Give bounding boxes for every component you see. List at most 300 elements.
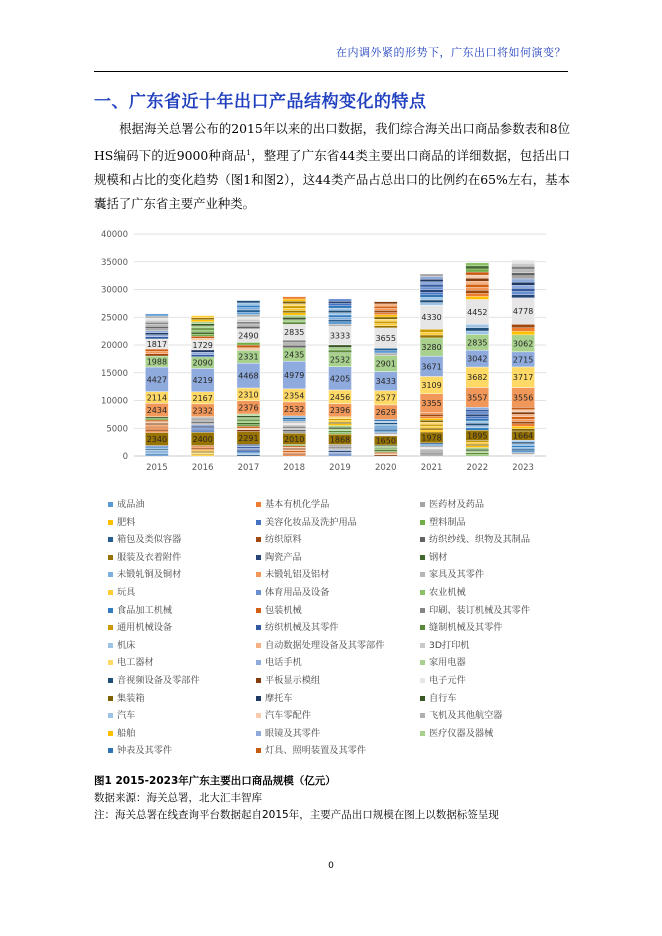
data-label: 2901	[375, 359, 396, 369]
legend-label: 自动数据处理设备及其零部件	[265, 639, 385, 651]
data-label: 2396	[329, 406, 351, 416]
legend-swatch	[420, 537, 425, 542]
y-tick-label: 10000	[100, 396, 128, 407]
paragraph-text-1: 根据海关总署公布的2015年以来的出口数据，我们综合海关出口商品参数表和8位HS编码下的近9000种商品	[94, 121, 570, 164]
bar-segment	[374, 353, 397, 355]
legend-item	[420, 531, 530, 545]
legend-label: 汽车	[117, 710, 136, 722]
legend-label: 玩具	[117, 587, 136, 598]
bar-segment	[145, 322, 168, 324]
bar-segment	[283, 452, 306, 453]
legend-swatch	[420, 520, 425, 525]
legend-item	[256, 690, 293, 704]
legend-label: 基本有机化学品	[265, 499, 330, 510]
bar-segment	[237, 324, 260, 326]
bar-segment	[329, 317, 352, 319]
legend-label: 美容化妆品及洗护用品	[265, 516, 357, 528]
bar-segment	[191, 431, 214, 433]
bar-segment	[420, 414, 443, 416]
bar-segment	[283, 317, 306, 319]
bar-segment	[374, 319, 397, 321]
legend-label: 陶瓷产品	[265, 551, 302, 563]
bar-segment	[283, 311, 306, 313]
data-label: 2577	[375, 393, 396, 403]
bar-segment	[145, 354, 168, 356]
legend-label: 电工器材	[117, 657, 154, 669]
legend-label: 塑料制品	[429, 516, 466, 528]
data-label: 3433	[375, 377, 396, 387]
data-label: 3655	[375, 333, 396, 343]
bar-segment	[237, 305, 260, 307]
data-label: 2456	[329, 392, 351, 402]
x-tick-label: 2018	[283, 463, 306, 473]
bar-segment	[145, 318, 168, 320]
data-label: 2490	[238, 331, 259, 341]
bar-segment	[191, 318, 214, 320]
bar-segment	[512, 445, 535, 447]
data-label: 3280	[421, 343, 442, 353]
paragraph-text-2: ，整理了广东省44类主要出口商品的详细数据，包括出口规模和占比的变化趋势（图1和图2），这44类产品占总出口的比例约在65%左右，基本囊括了广东省主要产业种类。	[94, 148, 570, 212]
footnote-mark[interactable]: 1	[246, 149, 251, 157]
bar-segment	[420, 453, 443, 454]
bar-segment	[466, 407, 489, 409]
legend-item	[256, 725, 320, 739]
bar-segment	[420, 455, 443, 456]
legend-label: 通用机械设备	[117, 622, 173, 634]
bar-segment	[466, 324, 489, 327]
bar-segment	[420, 422, 443, 424]
data-label: 2332	[192, 406, 213, 416]
data-label: 4778	[512, 307, 534, 317]
legend-item	[420, 514, 466, 528]
bar-segment	[420, 303, 443, 306]
legend-label: 包装机械	[265, 604, 302, 616]
bar-segment	[466, 266, 489, 269]
bar-segment	[283, 450, 306, 451]
bar-segment	[283, 423, 306, 425]
legend-item	[256, 637, 384, 651]
bar-segment	[466, 449, 489, 451]
bar-segment	[145, 449, 168, 450]
bar-segment	[191, 454, 214, 455]
bar-segment	[145, 335, 168, 337]
bar-segment	[512, 414, 535, 416]
legend-swatch	[108, 572, 113, 577]
bar-segment	[329, 345, 352, 348]
bar-segment	[420, 274, 443, 277]
bar-segment	[283, 432, 306, 434]
data-label: 2400	[192, 434, 213, 444]
bar-segment	[466, 416, 489, 418]
bar-segment	[420, 444, 443, 445]
legend-item	[420, 690, 457, 704]
legend-swatch	[420, 643, 425, 648]
bar-segment	[374, 313, 397, 315]
legend-item	[256, 602, 302, 616]
data-label: 3355	[421, 399, 442, 409]
legend-label: 眼镜及其零件	[265, 727, 321, 739]
legend-swatch	[420, 572, 425, 577]
bar-segment	[512, 412, 535, 414]
bar-segment	[283, 297, 306, 299]
legend-swatch	[420, 696, 425, 701]
data-label: 3109	[421, 381, 442, 391]
legend-item	[108, 672, 200, 686]
bar-segment	[283, 416, 306, 418]
data-label: 2532	[284, 404, 305, 414]
legend-item	[420, 637, 469, 651]
bar-segment	[145, 431, 168, 433]
legend-swatch	[256, 678, 261, 683]
bar-segment	[329, 427, 352, 429]
data-label: 2434	[146, 406, 168, 416]
bar-segment	[512, 424, 535, 426]
legend-item	[420, 549, 447, 563]
legend-item	[108, 707, 135, 721]
bar-segment	[374, 321, 397, 323]
legend-swatch	[108, 608, 113, 613]
legend-swatch	[420, 625, 425, 630]
bar-segment	[237, 452, 260, 453]
legend-swatch	[256, 625, 261, 630]
data-label: 3062	[512, 339, 534, 349]
legend-item	[256, 531, 302, 545]
legend-swatch	[108, 590, 113, 595]
bar-segment	[145, 422, 168, 424]
bar-segment	[374, 451, 397, 452]
x-tick-label: 2023	[512, 463, 534, 473]
legend-label: 家用电器	[429, 657, 466, 669]
bar-segment	[512, 410, 535, 412]
legend-swatch	[108, 502, 113, 507]
legend-swatch	[256, 537, 261, 542]
bar-segment	[191, 428, 214, 430]
legend-swatch	[256, 572, 261, 577]
bar-segment	[420, 424, 443, 426]
legend-label: 成品油	[117, 499, 145, 510]
bar-segment	[420, 416, 443, 418]
bar-segment	[237, 317, 260, 319]
legend-swatch	[256, 731, 261, 736]
bar-segment	[466, 331, 489, 334]
body-paragraph	[94, 117, 570, 216]
legend-swatch	[256, 660, 261, 665]
bar-segment	[191, 352, 214, 354]
bar-segment	[191, 324, 214, 326]
legend-swatch	[420, 608, 425, 613]
legend-item	[108, 531, 181, 545]
bar-segment	[420, 332, 443, 335]
bar-segment	[329, 447, 352, 448]
bar-segment	[283, 421, 306, 423]
data-label: 1729	[192, 341, 213, 351]
legend-item	[420, 584, 466, 598]
bar-segment	[145, 314, 168, 316]
bar-segment	[374, 450, 397, 451]
header-rule	[94, 71, 568, 72]
bar-segment	[237, 348, 260, 351]
bar-segment	[329, 431, 352, 433]
bar-segment	[237, 312, 260, 314]
legend-label: 纺织纱线、织物及其制品	[429, 534, 531, 546]
legend-item	[420, 654, 466, 668]
bar-segment	[237, 453, 260, 454]
bar-segment	[329, 324, 352, 326]
data-label: 4330	[421, 313, 442, 323]
legend-item	[108, 637, 135, 651]
bar-segment	[329, 429, 352, 431]
x-tick-label: 2019	[329, 463, 351, 473]
bar-segment	[283, 419, 306, 421]
y-tick-label: 5000	[106, 424, 128, 435]
bar-segment	[237, 414, 260, 416]
legend-item	[256, 654, 302, 668]
bar-segment	[512, 285, 535, 288]
data-label: 4979	[284, 371, 305, 381]
bar-segment	[466, 269, 489, 272]
x-tick-label: 2016	[191, 463, 214, 473]
bar-segment	[329, 308, 352, 310]
bar-segment	[283, 304, 306, 306]
bar-segment	[191, 455, 214, 456]
bar-segment	[512, 263, 535, 266]
bar-segment	[237, 446, 260, 447]
legend-label: 体育用品及设备	[265, 587, 330, 598]
bar-segment	[420, 412, 443, 414]
legend-item	[256, 742, 366, 756]
bar-segment	[329, 310, 352, 312]
x-tick-label: 2021	[420, 463, 443, 473]
legend-item	[108, 725, 135, 739]
legend-swatch	[256, 555, 261, 560]
figure-title: 图1 2015-2023年广东主要出口商品规模（亿元）	[94, 775, 336, 787]
bar-segment	[466, 423, 489, 425]
legend-swatch	[420, 555, 425, 560]
bar-segment	[466, 447, 489, 449]
legend-swatch	[108, 748, 113, 753]
bar-segment	[420, 300, 443, 303]
bar-segment	[466, 421, 489, 423]
bar-segment	[283, 418, 306, 420]
data-label: 3042	[467, 354, 488, 364]
bar-segment	[237, 315, 260, 317]
bar-segment	[237, 326, 260, 328]
bar-segment	[283, 306, 306, 308]
bar-segment	[237, 342, 260, 345]
bar-segment	[466, 287, 489, 290]
data-label: 3333	[329, 331, 351, 341]
figure-caption	[94, 773, 499, 824]
data-label: 4468	[238, 371, 259, 381]
data-label: 2310	[238, 390, 259, 400]
bar-segment	[512, 421, 535, 423]
legend-item	[108, 619, 172, 633]
bar-segment	[512, 449, 535, 451]
bar-segment	[145, 425, 168, 427]
bar-segment	[512, 451, 535, 453]
bar-segment	[512, 419, 535, 421]
legend-swatch	[420, 660, 425, 665]
bar-segment	[191, 450, 214, 451]
data-label: 2376	[238, 403, 259, 413]
stacked-bar-chart	[96, 224, 556, 480]
legend-label: 医药材及药品	[429, 499, 485, 510]
legend-label: 机床	[117, 639, 136, 651]
bar-segment	[466, 409, 489, 411]
data-label: 1988	[146, 357, 168, 367]
legend-swatch	[256, 590, 261, 595]
bar-segment	[466, 414, 489, 416]
data-label: 2715	[512, 355, 534, 365]
bar-segment	[237, 421, 260, 423]
bar-segment	[283, 430, 306, 432]
legend-item	[108, 690, 145, 704]
bar-segment	[237, 416, 260, 418]
bar-segment	[191, 320, 214, 322]
legend-label: 纺织原料	[265, 534, 302, 546]
bar-segment	[420, 449, 443, 450]
bar-segment	[374, 454, 397, 455]
bar-segment	[145, 326, 168, 328]
bar-segment	[283, 446, 306, 447]
bar-segment	[237, 425, 260, 427]
bar-segment	[191, 451, 214, 452]
bar-segment	[374, 429, 397, 431]
data-label: 1868	[329, 435, 351, 445]
bar-segment	[283, 308, 306, 310]
bar-segment	[145, 448, 168, 449]
legend-label: 电子元件	[429, 675, 466, 686]
bar-segment	[283, 451, 306, 452]
data-label: 2340	[146, 435, 168, 445]
legend-label: 摩托车	[265, 692, 293, 704]
bar-segment	[237, 301, 260, 303]
bar-segment	[512, 447, 535, 449]
bar-segment	[420, 420, 443, 422]
bar-segment	[237, 428, 260, 430]
bar-segment	[283, 455, 306, 456]
bar-segment	[420, 428, 443, 430]
bar-segment	[329, 322, 352, 324]
data-label: 4219	[192, 376, 213, 386]
bar-segment	[512, 454, 535, 456]
y-tick-label: 40000	[100, 230, 128, 240]
legend-label: 食品加工机械	[117, 604, 173, 616]
bar-segment	[420, 443, 443, 444]
legend-item	[420, 707, 503, 721]
legend-label: 电话手机	[265, 657, 302, 669]
legend-label: 肥料	[117, 516, 136, 528]
legend-label: 3D打印机	[429, 639, 470, 651]
legend-item	[108, 496, 145, 510]
legend-item	[108, 584, 135, 598]
bar-segment	[145, 337, 168, 339]
bar-segment	[374, 431, 397, 433]
bar-segment	[237, 448, 260, 449]
bar-segment	[374, 455, 397, 456]
figure-note: 注：海关总署在线查询平台数据起自2015年，主要产品出口规模在图上以数据标签呈现	[94, 809, 499, 821]
legend-item	[108, 549, 181, 563]
bar-segment	[466, 272, 489, 275]
bar-segment	[329, 453, 352, 454]
bar-segment	[145, 417, 168, 419]
legend-swatch	[420, 713, 425, 718]
y-tick-label: 35000	[100, 257, 128, 268]
bar-segment	[512, 288, 535, 291]
bar-segment	[420, 284, 443, 287]
bar-segment	[191, 332, 214, 334]
bar-segment	[512, 444, 535, 446]
bar-segment	[329, 320, 352, 322]
data-label: 4427	[146, 375, 168, 385]
bar-segment	[283, 345, 306, 348]
bar-segment	[466, 263, 489, 266]
bar-segment	[329, 301, 352, 303]
bar-segment	[145, 349, 168, 351]
data-label: 2532	[329, 355, 351, 365]
legend-label: 箱包及类似容器	[117, 534, 182, 546]
bar-segment	[466, 284, 489, 287]
bar-segment	[191, 322, 214, 324]
bar-segment	[191, 418, 214, 420]
bar-segment	[237, 303, 260, 305]
bar-segment	[237, 426, 260, 428]
legend-swatch	[256, 608, 261, 613]
x-tick-label: 2022	[466, 463, 489, 473]
bar-segment	[466, 453, 489, 455]
bar-segment	[420, 450, 443, 451]
legend-item	[108, 742, 172, 756]
bar-segment	[374, 434, 397, 436]
bar-segment	[420, 292, 443, 295]
y-tick-label: 0	[122, 452, 128, 462]
bar-segment	[191, 449, 214, 450]
legend-item	[420, 672, 466, 686]
bar-segment	[329, 304, 352, 306]
data-label: 2354	[284, 391, 305, 401]
bar-segment	[374, 308, 397, 310]
legend-swatch	[256, 643, 261, 648]
bar-segment	[420, 335, 443, 338]
bar-segment	[237, 310, 260, 312]
data-label: 4452	[467, 307, 488, 317]
bar-segment	[512, 429, 535, 431]
bar-segment	[329, 422, 352, 424]
bar-segment	[329, 426, 352, 428]
legend-label: 船舶	[117, 727, 136, 739]
bar-segment	[191, 334, 214, 336]
page-number: 0	[328, 861, 334, 871]
bar-segment	[466, 426, 489, 428]
bar-segment	[191, 429, 214, 431]
bar-segment	[420, 329, 443, 332]
bar-segment	[237, 447, 260, 448]
bar-segment	[374, 433, 397, 435]
bar-segment	[466, 444, 489, 446]
bar-segment	[466, 441, 489, 443]
bar-segment	[374, 426, 397, 428]
bar-segment	[374, 315, 397, 317]
legend-label: 医疗仪器及器械	[429, 727, 494, 739]
bar-segment	[329, 452, 352, 453]
legend-item	[256, 549, 302, 563]
legend-swatch	[108, 520, 113, 525]
legend-label: 自行车	[429, 692, 457, 704]
bar-segment	[512, 407, 535, 409]
bar-segment	[512, 270, 535, 273]
bar-segment	[237, 423, 260, 425]
data-label: 1664	[512, 431, 534, 441]
